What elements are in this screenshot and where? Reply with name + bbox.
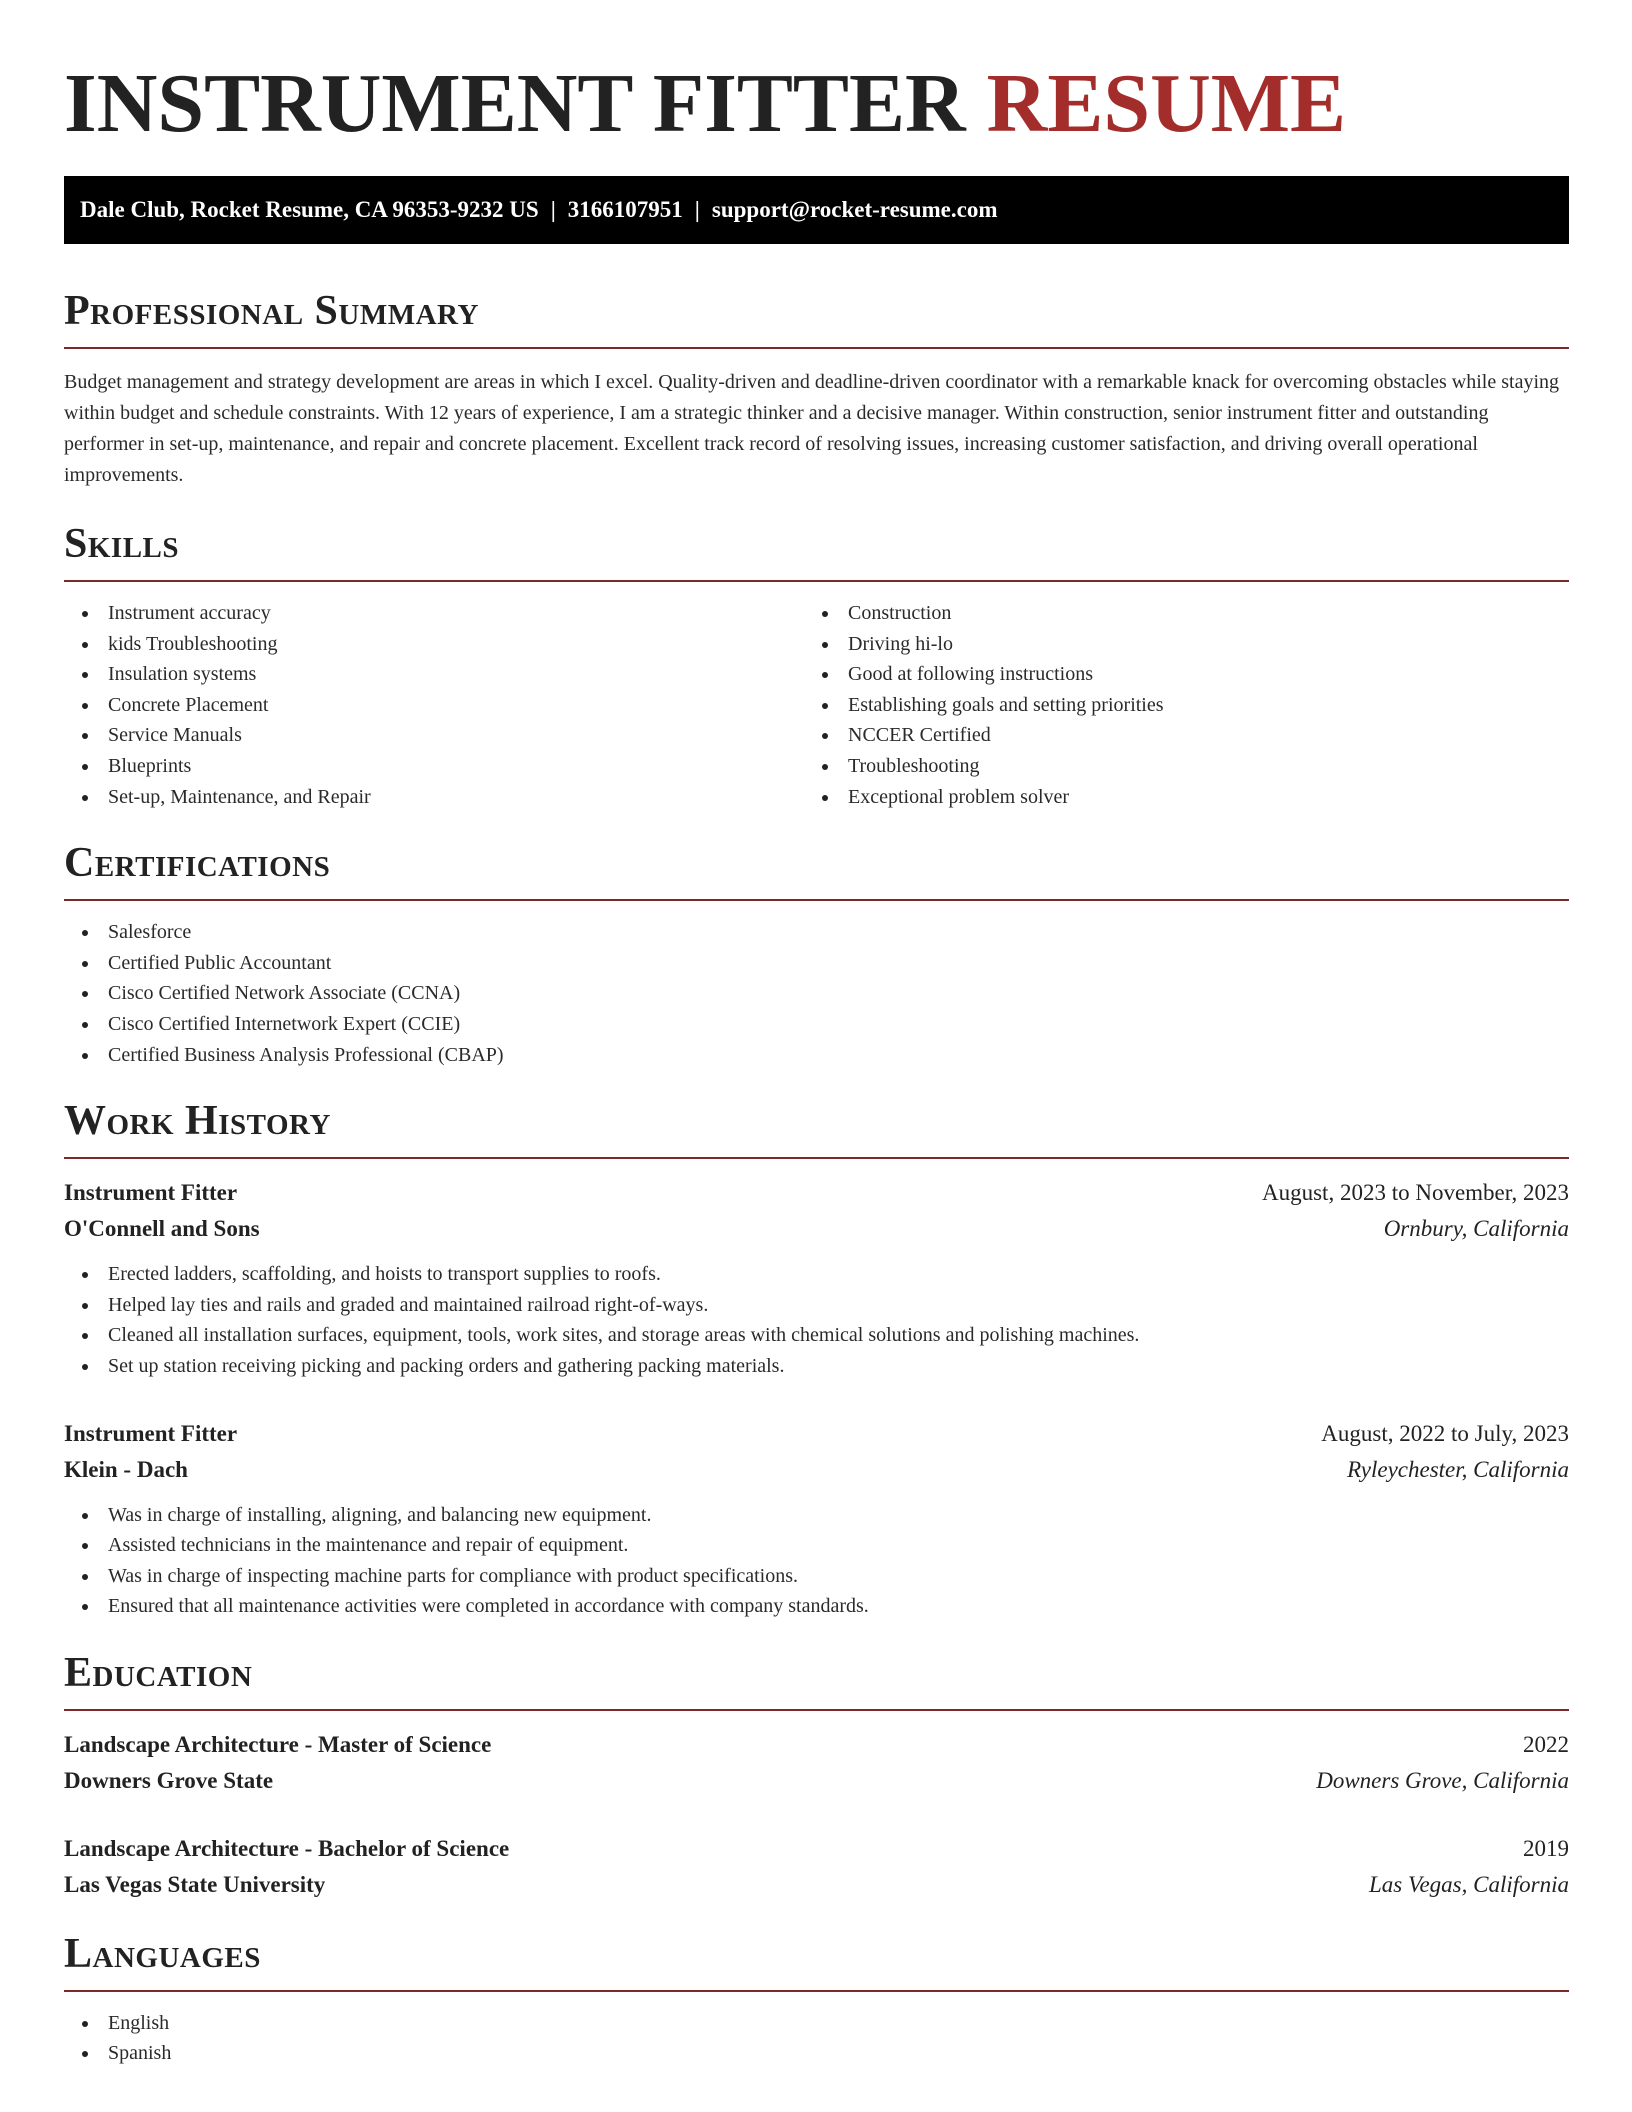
job-header-row: [64, 1175, 1569, 1211]
skill-item: Blueprints: [64, 751, 804, 782]
job-bullet: Erected ladders, scaffolding, and hoists to transport supplies to roofs.: [64, 1259, 1569, 1290]
summary-heading: Professional Summary: [64, 288, 479, 334]
summary-section: [64, 286, 1569, 491]
languages-list: [64, 2008, 1569, 2069]
education-degree-row: [64, 1727, 1569, 1763]
skills-heading: Skills: [64, 521, 180, 567]
certification-item: Certified Business Analysis Professional (CBAP): [64, 1040, 1569, 1071]
contact-email: support@rocket-resume.com: [711, 197, 998, 222]
job-bullet: Ensured that all maintenance activities were completed in accordance with company standards.: [64, 1591, 1569, 1622]
job-header-row: [64, 1416, 1569, 1452]
skill-item: Instrument accuracy: [64, 598, 804, 629]
education-year: 2019: [1523, 1835, 1569, 1861]
job-dates: August, 2022 to July, 2023: [1321, 1420, 1569, 1446]
job-location: Ryleychester, California: [1347, 1456, 1569, 1482]
resume-title-main: INSTRUMENT FITTER: [64, 57, 966, 150]
resume-page: [64, 0, 1569, 2069]
skill-item: Service Manuals: [64, 720, 804, 751]
education-location: Downers Grove, California: [1316, 1767, 1569, 1793]
job-company: Klein - Dach: [64, 1456, 188, 1482]
summary-text: Budget management and strategy development are areas in which I excel. Quality-driven and deadline-driven coordinator with a remarkable knack for overcoming obstacles while staying within budget and schedule constraints. With 12 years of experience, I am a strategic thinker and a decisive manager. Within construction, senior instrument fitter and outstanding performer in set-up, maintenance, and repair and concrete placement. Excellent track record of resolving issues, increasing customer satisfaction, and driving overall operational improvements.: [64, 371, 1560, 486]
job-entry: [64, 1416, 1569, 1622]
job-bullet: Cleaned all installation surfaces, equipment, tools, work sites, and storage areas with chemical solutions and polishing machines.: [64, 1320, 1569, 1351]
skills-grid: [64, 598, 1569, 812]
job-title: Instrument Fitter: [64, 1420, 238, 1446]
certification-item: Salesforce: [64, 917, 1569, 948]
contact-separator: |: [694, 197, 700, 222]
education-school-row: [64, 1763, 1569, 1799]
job-bullet: Assisted technicians in the maintenance and repair of equipment.: [64, 1530, 1569, 1561]
certifications-heading: Certifications: [64, 840, 331, 887]
language-item: Spanish: [64, 2038, 1569, 2069]
skill-item: NCCER Certified: [804, 720, 1544, 751]
job-entry: [64, 1175, 1569, 1381]
skill-item: Set-up, Maintenance, and Repair: [64, 782, 804, 813]
job-company-row: [64, 1211, 1569, 1247]
job-company: O'Connell and Sons: [64, 1216, 260, 1242]
education-degree: Landscape Architecture - Bachelor of Science: [64, 1835, 510, 1861]
education-location: Las Vegas, California: [1368, 1871, 1569, 1897]
job-title: Instrument Fitter: [64, 1180, 238, 1206]
education-year: 2022: [1523, 1731, 1569, 1757]
contact-address: Dale Club, Rocket Resume, CA 96353-9232 US: [80, 197, 539, 222]
section-divider: [64, 1990, 1569, 1992]
skill-item: Good at following instructions: [804, 659, 1544, 690]
skill-item: Establishing goals and setting priorities: [804, 690, 1544, 721]
education-section: [64, 1648, 1569, 1903]
education-entry: [64, 1831, 1569, 1903]
education-school: Downers Grove State: [64, 1767, 274, 1793]
education-degree: Landscape Architecture - Master of Science: [64, 1731, 492, 1757]
languages-section: [64, 1929, 1569, 2069]
language-item: English: [64, 2008, 1569, 2039]
section-divider: [64, 580, 1569, 582]
skills-section: [64, 519, 1569, 812]
job-location: Ornbury, California: [1383, 1216, 1569, 1242]
section-divider: [64, 347, 1569, 349]
section-divider: [64, 1157, 1569, 1159]
skills-list-left: [64, 598, 804, 812]
skill-item: Insulation systems: [64, 659, 804, 690]
education-school-row: [64, 1867, 1569, 1903]
education-heading: Education: [64, 1649, 253, 1696]
certification-item: Cisco Certified Network Associate (CCNA): [64, 978, 1569, 1009]
contact-phone: 3166107951: [567, 197, 683, 222]
job-bullets: [64, 1259, 1569, 1381]
skills-list-right: [804, 598, 1544, 812]
job-bullet: Set up station receiving picking and packing orders and gathering packing materials.: [64, 1351, 1569, 1382]
skill-item: Troubleshooting: [804, 751, 1544, 782]
skill-item: Construction: [804, 598, 1544, 629]
job-company-row: [64, 1452, 1569, 1488]
work-history-section: [64, 1096, 1569, 1622]
skill-item: Exceptional problem solver: [804, 782, 1544, 813]
section-divider: [64, 899, 1569, 901]
job-bullet: Helped lay ties and rails and graded and maintained railroad right-of-ways.: [64, 1290, 1569, 1321]
resume-title: [64, 0, 1569, 162]
certification-item: Cisco Certified Internetwork Expert (CCIE): [64, 1009, 1569, 1040]
job-dates: August, 2023 to November, 2023: [1262, 1180, 1569, 1206]
job-bullet: Was in charge of installing, aligning, and balancing new equipment.: [64, 1500, 1569, 1531]
certifications-list: [64, 917, 1569, 1070]
work-history-heading: Work History: [64, 1098, 331, 1145]
contact-separator: |: [550, 197, 556, 222]
section-divider: [64, 1709, 1569, 1711]
education-entry: [64, 1727, 1569, 1799]
job-bullet: Was in charge of inspecting machine parts for compliance with product specifications.: [64, 1561, 1569, 1592]
contact-bar: [64, 176, 1569, 244]
resume-title-accent: RESUME: [986, 57, 1347, 150]
education-degree-row: [64, 1831, 1569, 1867]
skill-item: Driving hi-lo: [804, 629, 1544, 660]
education-school: Las Vegas State University: [64, 1871, 326, 1897]
skill-item: Concrete Placement: [64, 690, 804, 721]
job-bullets: [64, 1500, 1569, 1622]
certification-item: Certified Public Accountant: [64, 948, 1569, 979]
skill-item: kids Troubleshooting: [64, 629, 804, 660]
certifications-section: [64, 838, 1569, 1070]
languages-heading: Languages: [64, 1930, 261, 1977]
